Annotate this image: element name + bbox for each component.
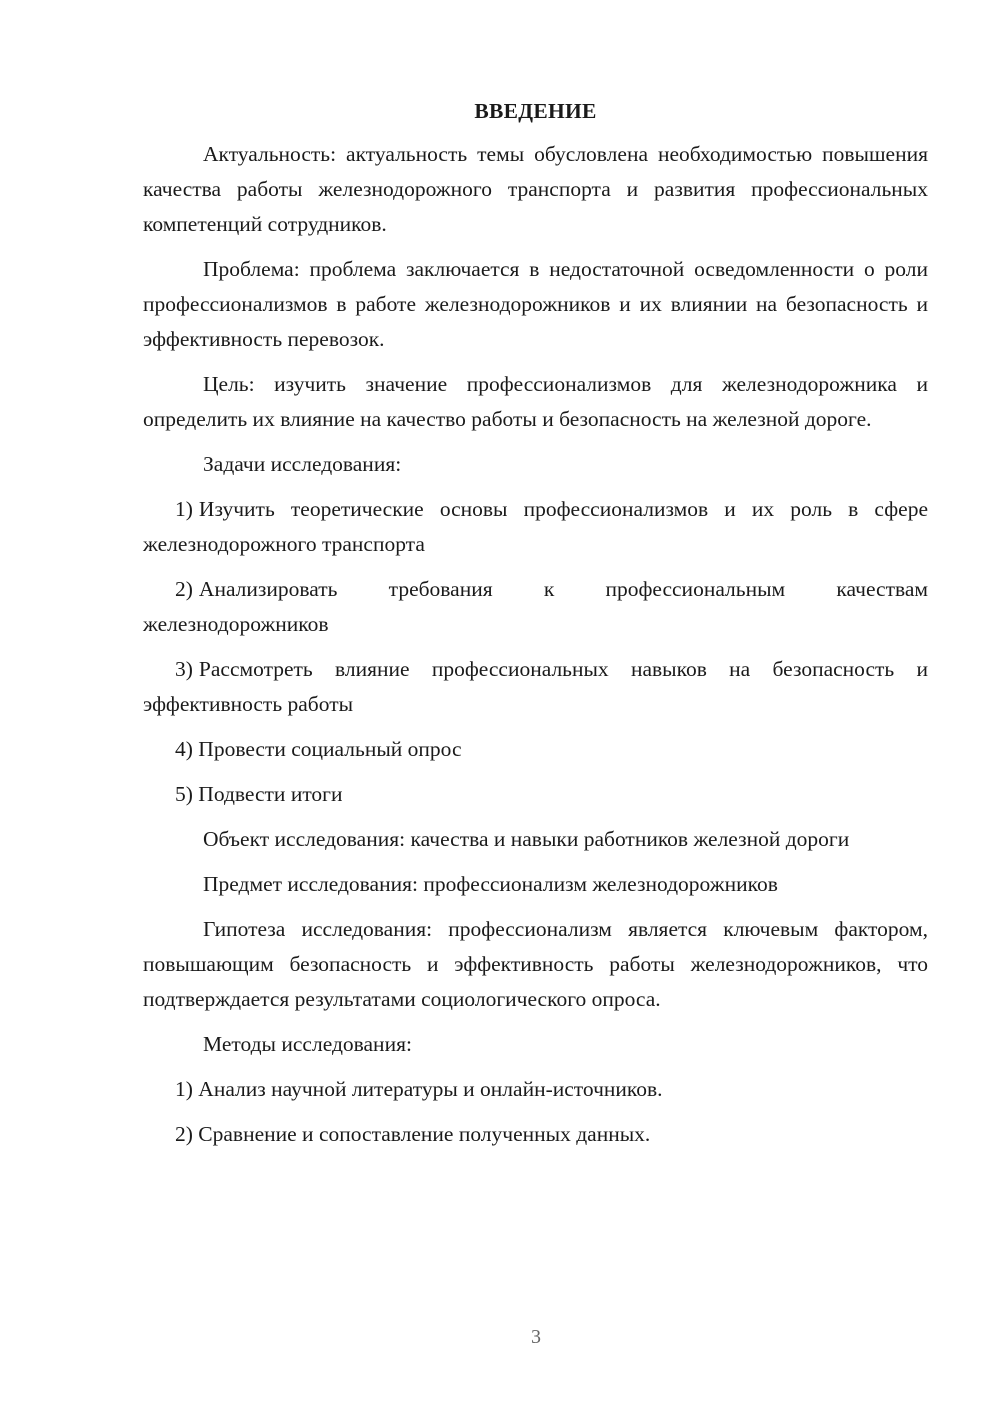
hypothesis-paragraph: Гипотеза исследования: профессионализм является ключевым фактором, повышающим безопасность и эффективность работы железнодорожников, что подтверждается результатами социологического опроса. — [143, 917, 928, 1011]
task-item-3 — [143, 652, 928, 722]
section-heading: ВВЕДЕНИЕ — [474, 99, 597, 123]
relevance-paragraph: Актуальность: актуальность темы обусловлена необходимостью повышения качества работы железнодорожного транспорта и развития профессиональных компетенций сотрудников. — [143, 142, 928, 236]
task-text: Изучить теоретические основы профессионализмов и их роль в сфере железнодорожного транспорта — [143, 497, 928, 556]
method-text: Анализ научной литературы и онлайн-источников. — [198, 1077, 663, 1101]
task-item-4 — [143, 732, 928, 767]
method-text: Сравнение и сопоставление полученных данных. — [198, 1122, 651, 1146]
task-item-1 — [143, 492, 928, 562]
task-number: 2) — [175, 577, 193, 601]
method-number: 1) — [175, 1077, 193, 1101]
method-item-2 — [143, 1117, 928, 1152]
task-number: 1) — [175, 497, 193, 521]
task-text: Провести социальный опрос — [198, 737, 462, 761]
task-item-2 — [143, 572, 928, 642]
methods-heading: Методы исследования: — [203, 1032, 412, 1056]
task-number: 4) — [175, 737, 193, 761]
subject-paragraph: Предмет исследования: профессионализм железнодорожников — [203, 872, 778, 896]
object-paragraph: Объект исследования: качества и навыки работников железной дороги — [203, 827, 850, 851]
goal-paragraph: Цель: изучить значение профессионализмов для железнодорожника и определить их влияние на качество работы и безопасность на железной дороге. — [143, 372, 928, 431]
method-item-1 — [143, 1072, 928, 1107]
task-text: Рассмотреть влияние профессиональных навыков на безопасность и эффективность работы — [143, 657, 928, 716]
task-text: Анализировать требования к профессиональным качествам железнодорожников — [143, 577, 928, 636]
document-body — [143, 95, 928, 1162]
task-number: 3) — [175, 657, 193, 681]
method-number: 2) — [175, 1122, 193, 1146]
task-text: Подвести итоги — [198, 782, 343, 806]
page-number: 3 — [531, 1326, 541, 1348]
problem-paragraph: Проблема: проблема заключается в недостаточной осведомленности о роли профессионализмов в работе железнодорожников и их влиянии на безопасность и эффективность перевозок. — [143, 257, 928, 351]
task-number: 5) — [175, 782, 193, 806]
task-item-5 — [143, 777, 928, 812]
tasks-heading: Задачи исследования: — [203, 452, 402, 476]
